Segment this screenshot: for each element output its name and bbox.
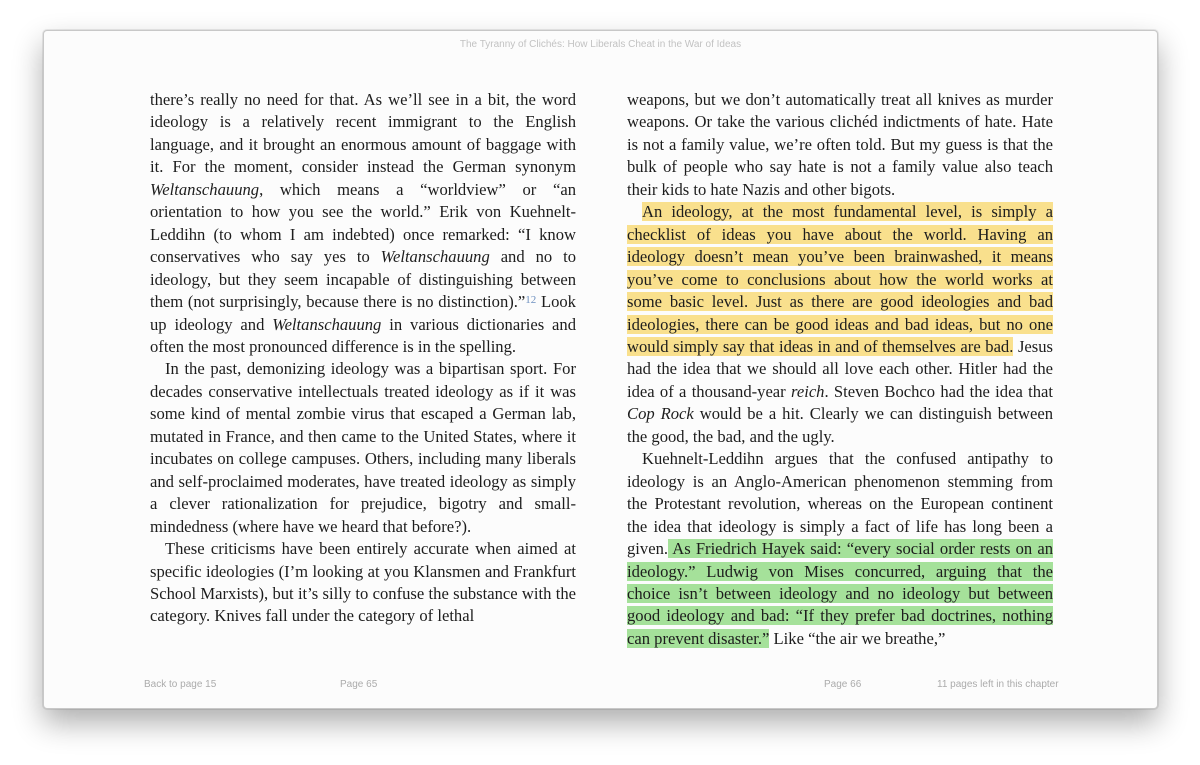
right-page-number: Page 66 (824, 679, 862, 690)
back-to-page-link[interactable]: Back to page 15 (144, 679, 217, 690)
text-run: Jesus had the idea that we should all love each other. Hitler had the idea of a thousand-year (627, 336, 1054, 401)
text-run: Like “the air we breathe,” (769, 628, 946, 648)
window-title: The Tyranny of Clichés: How Liberals Cheat in the War of Ideas (459, 39, 742, 50)
paragraph (627, 201, 1053, 448)
text-run: , which means a “worldview” or “an orientation to how you see the world.” Erik von Kuehnelt-Leddihn (to whom I am indebted) once remarked: “I know conservatives who say yes to (150, 179, 576, 267)
text-run: and no to ideology, but they seem incapable of distinguishing between them (not surprisingly, because there is no distinction).” (150, 247, 577, 312)
reader-window (43, 30, 1158, 709)
italic-text: Weltanschauung (380, 247, 490, 267)
left-page (150, 89, 576, 628)
right-page (627, 89, 1053, 650)
paragraph: weapons, but we don’t automatically treat all knives as murder weapons. Or take the various clichéd indictments of hate. Hate is not a family value, we’re often told. But my guess is that the bulk of people who say hate is not a family value also teach their kids to hate Nazis and other bigots. (627, 90, 1053, 199)
italic-text: reich (791, 381, 825, 401)
paragraph (150, 89, 576, 358)
italic-text: Weltanschauung (272, 314, 382, 334)
yellow-highlight[interactable]: An ideology, at the most fundamental level, is simply a checklist of ideas you have about the world. Having an ideology doesn’t mean you’ve been brainwashed, it means you’ve come to conclusions about how the world works at some basic level. Just as there are good ideologies and bad ideologies, there can be good ideas and bad ideas, but no one would simply say that ideas in and of themselves are bad. (627, 202, 1053, 356)
text-run: in various dictionaries and often the most pronounced difference is in the spelling. (150, 314, 576, 356)
footnote-link[interactable]: 12 (525, 294, 537, 307)
paragraph (627, 448, 1053, 650)
text-run: would be a hit. Clearly we can distinguish between the good, the bad, and the ugly. (627, 404, 1053, 446)
italic-text: Weltanschauung (150, 179, 260, 199)
text-run: . Steven Bochco had the idea that (824, 381, 1053, 401)
paragraph: In the past, demonizing ideology was a bipartisan sport. For decades conservative intellectuals treated ideology as if it was some kind of mental zombie virus that escaped a German lab, mutated in France, and then came to the United States, where it incubates on college campuses. Others, including many liberals and self-proclaimed moderates, have treated ideology as simply a clever rationalization for prejudice, bigotry and small-mindedness (where have we heard that before?). (150, 359, 576, 536)
paragraph: These criticisms have been entirely accurate when aimed at specific ideologies (I’m looking at you Klansmen and Frankfurt School Marxists), but it’s silly to confuse the substance with the category. Knives fall under the category of lethal (150, 539, 576, 626)
left-page-number: Page 65 (340, 679, 378, 690)
text-run: Look up ideology and (150, 292, 576, 334)
chapter-pages-remaining: 11 pages left in this chapter (937, 679, 1059, 690)
text-run: there’s really no need for that. As we’ll see in a bit, the word ideology is a relatively recent immigrant to the English language, and it brought an enormous amount of baggage with it. For the moment, consider instead the German synonym (150, 90, 576, 177)
italic-text: Cop Rock (627, 404, 694, 424)
green-highlight[interactable]: As Friedrich Hayek said: “every social order rests on an ideology.” Ludwig von Mises concurred, arguing that the choice isn’t between ideology and no ideology but between good ideology and bad: “If they prefer bad doctrines, nothing can prevent disaster.” (627, 539, 1053, 648)
text-run: Kuehnelt-Leddihn argues that the confused antipathy to ideology is an Anglo-American phenomenon stemming from the Protestant revolution, whereas on the European continent the idea that ideology is simply a fact of life has long been a given. (627, 449, 1053, 559)
